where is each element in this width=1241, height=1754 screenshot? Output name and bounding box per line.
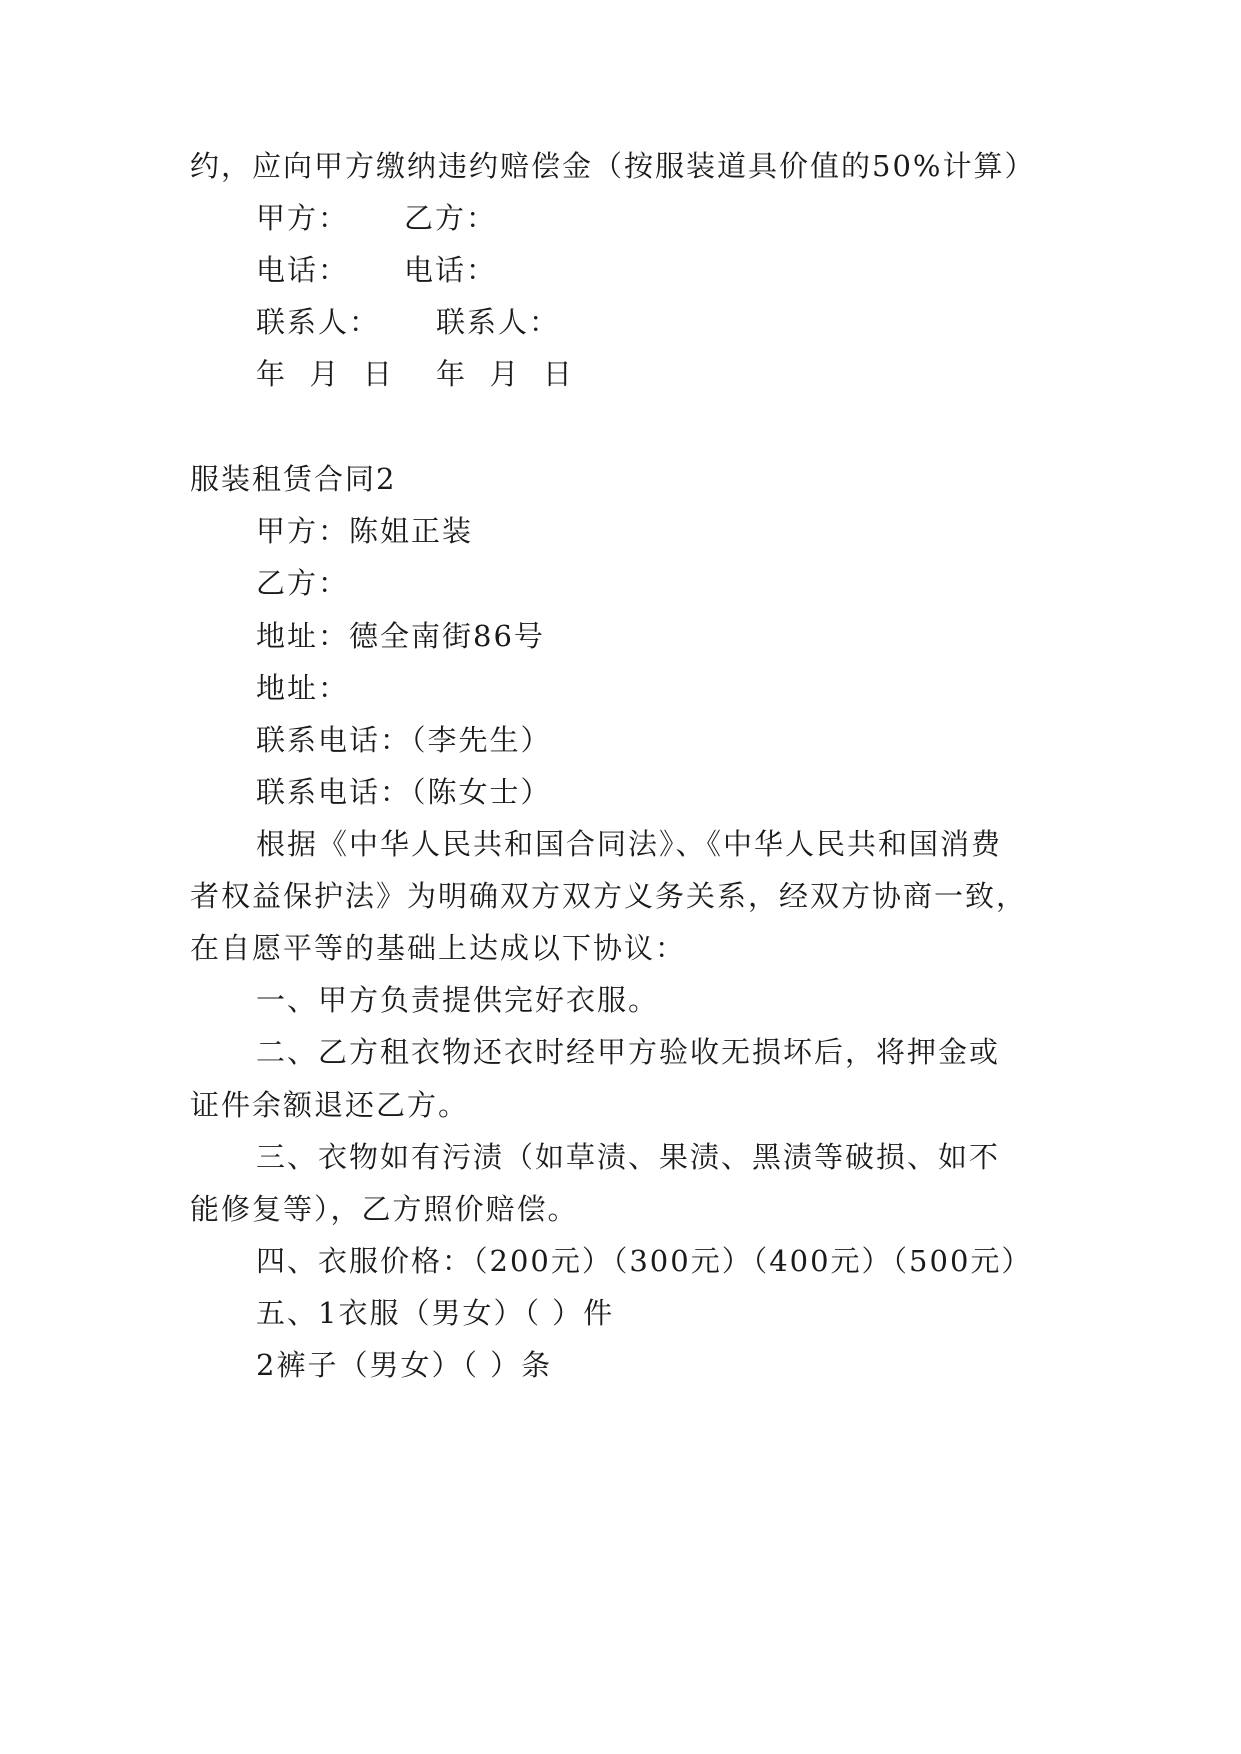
sig-phone-a: 电话： — [256, 253, 350, 287]
party-b-address: 地址： — [256, 671, 350, 705]
party-a-address: 地址：德全南街86号 — [256, 619, 545, 653]
clause-5-trousers: 2裤子（男女）（ ）条 — [256, 1348, 553, 1382]
previous-clause-tail: 约，应向甲方缴纳违约赔偿金（按服装道具价值的50%计算） — [190, 149, 1036, 183]
party-a-name: 甲方：陈姐正装 — [256, 514, 474, 548]
party-b-name: 乙方： — [256, 566, 350, 600]
clause-4-prices: 四、衣服价格：（200元）（300元）（400元）（500元） — [256, 1244, 1033, 1278]
clause-3-line-2: 能修复等），乙方照价赔偿。 — [190, 1192, 579, 1226]
sig-phone-b: 电话： — [404, 253, 498, 287]
phone-mr-li: 联系电话：（李先生） — [256, 723, 552, 757]
sig-contact-b: 联系人： — [436, 305, 561, 339]
clause-5-clothes: 五、1衣服（男女）（ ）件 — [256, 1296, 615, 1330]
preamble-line-2: 者权益保护法》为明确双方双方义务关系，经双方协商一致， — [190, 879, 1028, 913]
sig-party-a: 甲方： — [256, 201, 350, 235]
preamble-line-3: 在自愿平等的基础上达成以下协议： — [190, 931, 687, 965]
sig-contact-a: 联系人： — [256, 305, 381, 339]
sig-date-a: 年 月 日 — [256, 357, 394, 391]
clause-3-line-1: 三、衣物如有污渍（如草渍、果渍、黑渍等破损、如不 — [256, 1140, 1001, 1174]
sig-party-b: 乙方： — [404, 201, 498, 235]
phone-ms-chen: 联系电话：（陈女士） — [256, 775, 552, 809]
sig-date-b: 年 月 日 — [436, 357, 574, 391]
preamble-line-1: 根据《中华人民共和国合同法》、《中华人民共和国消费 — [256, 827, 1003, 861]
clause-1: 一、甲方负责提供完好衣服。 — [256, 983, 660, 1017]
clause-2-line-2: 证件余额退还乙方。 — [190, 1088, 470, 1122]
contract-title: 服装租赁合同2 — [190, 462, 397, 496]
clause-2-line-1: 二、乙方租衣物还衣时经甲方验收无损坏后，将押金或 — [256, 1035, 1001, 1069]
